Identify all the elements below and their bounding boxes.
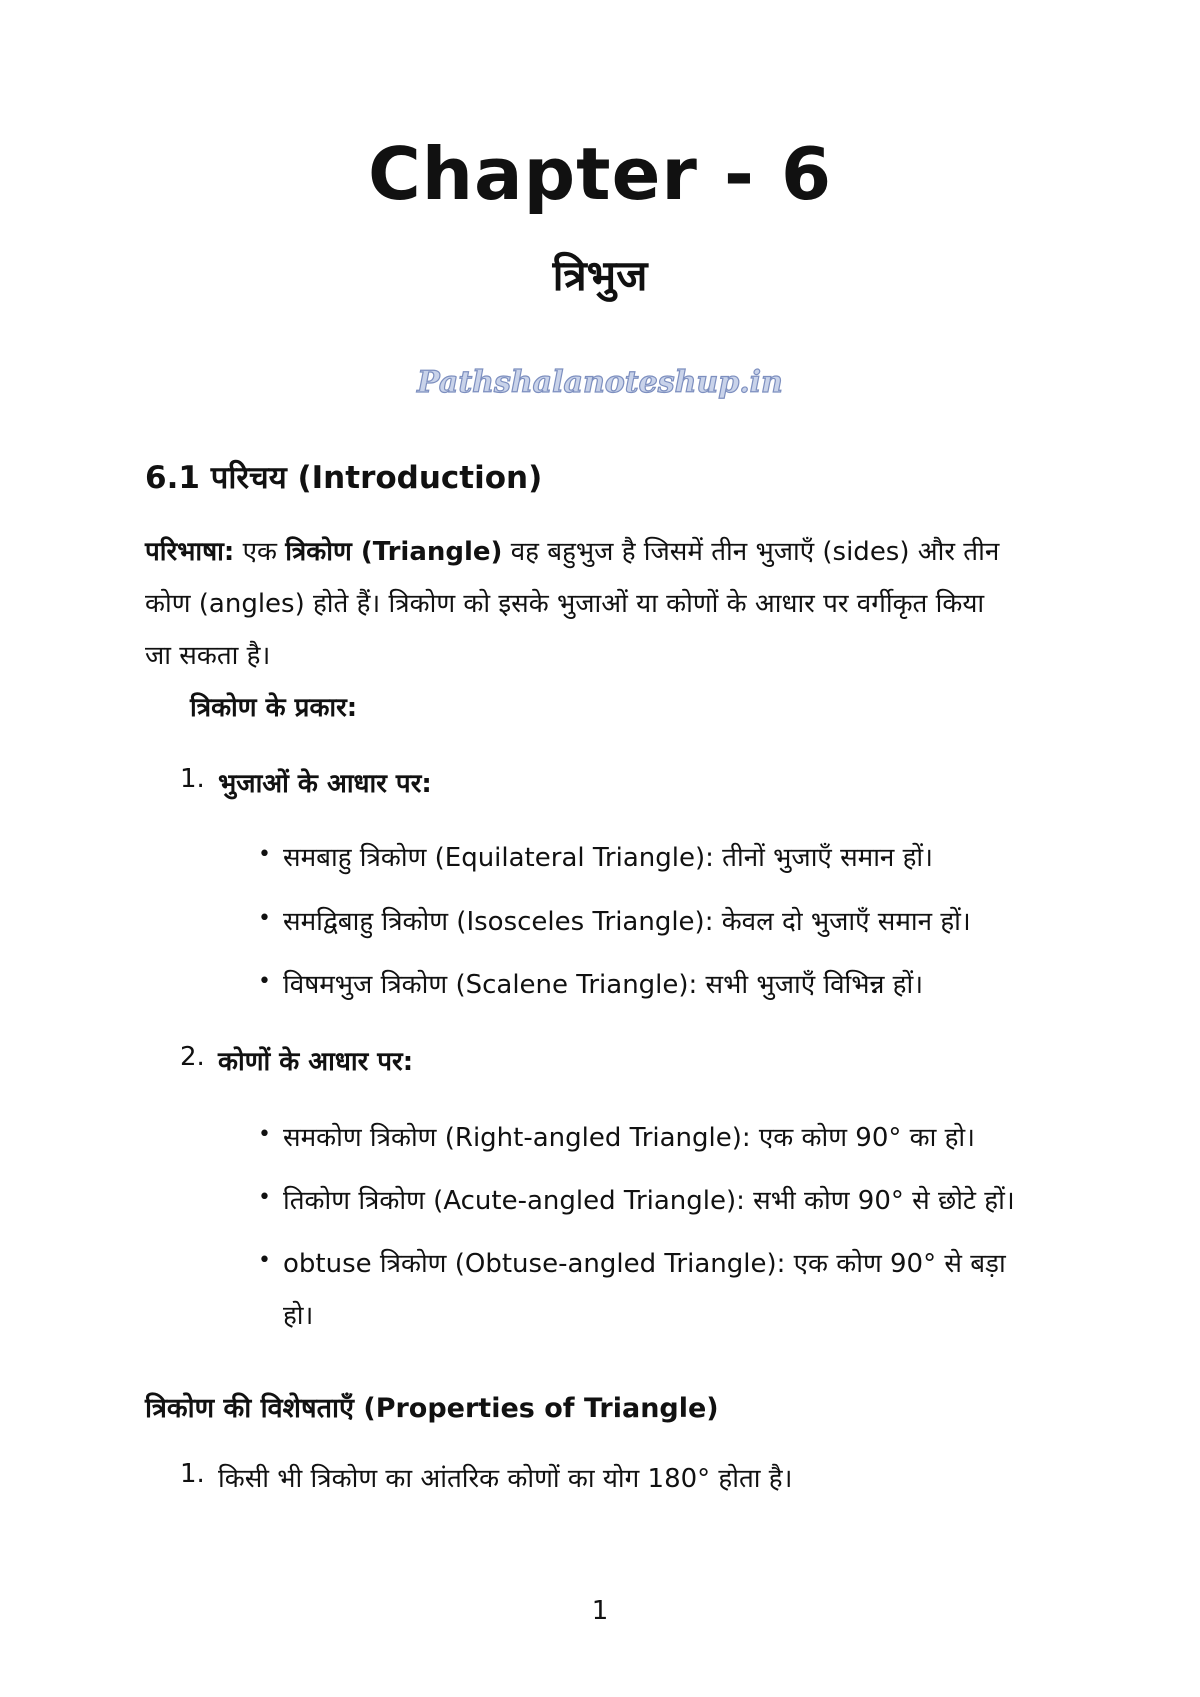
bullet-icon: •: [258, 906, 271, 931]
watermark: Pathshalanoteshup.in: [417, 365, 783, 400]
list-item: समबाहु त्रिकोण (Equilateral Triangle): तीनों भुजाएँ समान हों।: [283, 843, 934, 873]
group-label: कोणों के आधार पर:: [218, 1047, 414, 1077]
definition-label: परिभाषा:: [145, 537, 235, 567]
definition-line-1: [145, 532, 999, 568]
definition-text: एक: [242, 537, 286, 567]
chapter-title: Chapter - 6: [367, 132, 833, 216]
bullet-icon: •: [258, 1185, 271, 1210]
page-number: 1: [591, 1596, 609, 1626]
definition-term: त्रिकोण (Triangle): [285, 537, 503, 567]
section-heading: 6.1 परिचय (Introduction): [145, 460, 543, 496]
list-item: तिकोण त्रिकोण (Acute-angled Triangle): सभी कोण 90° से छोटे हों।: [283, 1186, 1015, 1216]
group-number: 1.: [180, 764, 205, 794]
bullet-icon: •: [258, 1122, 271, 1147]
list-item: समकोण त्रिकोण (Right-angled Triangle): एक कोण 90° का हो।: [283, 1123, 975, 1153]
chapter-subtitle: त्रिभुज: [552, 251, 648, 300]
properties-heading: त्रिकोण की विशेषताएँ (Properties of Triangle): [145, 1393, 719, 1424]
bullet-icon: •: [258, 969, 271, 994]
list-item: obtuse त्रिकोण (Obtuse-angled Triangle): एक कोण 90° से बड़ा: [283, 1249, 1006, 1279]
definition-line-2: कोण (angles) होते हैं। त्रिकोण को इसके भुजाओं या कोणों के आधार पर वर्गीकृत किया: [145, 589, 985, 619]
property-item: किसी भी त्रिकोण का आंतरिक कोणों का योग 180° होता है।: [218, 1464, 793, 1494]
definition-text: वह बहुभुज है जिसमें तीन भुजाएँ (sides) और तीन: [502, 537, 1000, 567]
group-label: भुजाओं के आधार पर:: [218, 769, 432, 799]
list-item: समद्विबाहु त्रिकोण (Isosceles Triangle): केवल दो भुजाएँ समान हों।: [283, 907, 971, 937]
list-item-continuation: हो।: [283, 1301, 314, 1331]
list-item: विषमभुज त्रिकोण (Scalene Triangle): सभी भुजाएँ विभिन्न हों।: [283, 970, 924, 1000]
definition-line-3: जा सकता है।: [145, 641, 271, 671]
property-number: 1.: [180, 1459, 205, 1489]
bullet-icon: •: [258, 842, 271, 867]
types-heading: त्रिकोण के प्रकार:: [190, 693, 358, 723]
group-number: 2.: [180, 1042, 205, 1072]
bullet-icon: •: [258, 1248, 271, 1273]
